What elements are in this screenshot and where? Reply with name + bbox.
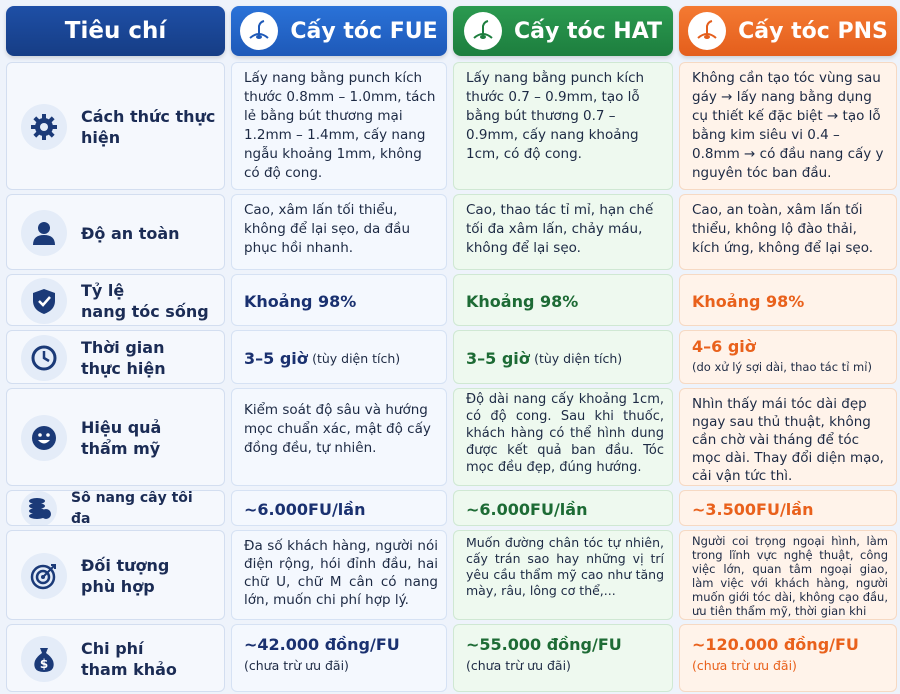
fue-cost-note: (chưa trừ ưu đãi) [244,658,349,673]
header-pns-label: Cấy tóc PNS [738,18,888,44]
hat-duration-value: 3–5 giờ [466,348,530,368]
money-bag-icon [21,636,67,682]
fue-duration [231,330,447,384]
pns-method: Không cần tạo tóc vùng sau gáy → lấy nang bằng dụng cụ thiết kế đặc biệt → tạo lỗ bằng kim siêu vi 0.4 – 0.8mm → có đầu nang cấy y nguyên tóc ban đầu. [679,62,897,190]
criteria-label: Số nang cấy tối đa [71,490,193,526]
hat-survival-value: Khoảng 98% [466,291,579,311]
pns-duration-value: 4–6 giờ [692,337,756,356]
criteria-aesthetic [6,388,225,486]
pns-safety: Cao, an toàn, xâm lấn tối thiểu, không lộ đào thải, kích ứng, không để lại sẹo. [679,194,897,270]
criteria-label-line2: nang tóc sống [81,302,209,321]
fue-max-grafts-value: ~6.000FU/lần [244,499,366,519]
fue-duration-value: 3–5 giờ [244,348,308,368]
header-fue [231,6,447,56]
pns-max-grafts [679,490,897,526]
criteria-label-line1: Thời gian [81,338,165,357]
pns-duration-note: (do xử lý sợi dài, thao tác tỉ mỉ) [692,360,872,374]
criteria-label: Độ an toàn [81,223,180,243]
criteria-label-line1: Hiệu quả [81,418,162,437]
fue-max-grafts [231,490,447,526]
hat-cost-note: (chưa trừ ưu đãi) [466,658,571,673]
criteria-duration [6,330,225,384]
header-criteria [6,6,225,56]
criteria-label [81,555,169,597]
hat-max-grafts-value: ~6.000FU/lần [466,499,588,519]
coins-icon [21,491,57,526]
criteria-label-line2: tham khảo [81,660,177,679]
criteria-method [6,62,225,190]
hat-survival-rate [453,274,673,326]
fue-survival-rate [231,274,447,326]
pns-survival-rate [679,274,897,326]
gear-icon [21,104,67,150]
criteria-safety [6,194,225,270]
criteria-label-line1: Đối tượng [81,556,170,575]
fue-aesthetic: Kiểm soát độ sâu và hướng mọc chuẩn xác, mật độ cấy đồng đều, tự nhiên. [231,388,447,486]
header-pns [679,6,897,56]
criteria-label [81,638,177,680]
pns-max-grafts-value: ~3.500FU/lần [692,499,814,519]
header-hat-label: Cấy tóc HAT [513,18,663,44]
criteria-label: Cách thức thực hiện [81,107,216,147]
target-icon [21,553,67,599]
shield-check-icon [21,278,67,324]
criteria-target-audience [6,530,225,620]
hat-cost-value: ~55.000 đồng/FU [466,635,622,654]
criteria-survival-rate [6,274,225,326]
hat-aesthetic: Độ dài nang cấy khoảng 1cm, có độ cong. Sau khi thuốc, khách hàng có thể hình dung được kết quả ban đầu. Tóc mọc đều đẹp, đúng hướng. [453,388,673,486]
criteria-max-grafts [6,490,225,526]
fue-cost [231,624,447,692]
pns-duration [679,330,897,384]
pns-cost [679,624,897,692]
fue-duration-note: (tùy diện tích) [312,350,401,366]
hat-duration [453,330,673,384]
fue-cost-value: ~42.000 đồng/FU [244,635,400,654]
criteria-label-line1: Chi phí [81,639,144,658]
hair-follicle-icon [240,12,278,50]
pns-cost-value: ~120.000 đồng/FU [692,635,859,654]
user-icon [21,210,67,256]
svg-text:$: $ [39,657,49,671]
hair-follicle-icon [688,12,726,50]
fue-method: Lấy nang bằng punch kích thước 0.8mm – 1.0mm, tách lẻ bằng bút thương mại 1.2mm – 1.4mm, cấy nang ngẫu khoảng 1mm, không có độ cong. [231,62,447,190]
fue-target-audience: Đa số khách hàng, người nói điện rộng, hói đỉnh đầu, hai chữ U, chữ M cân có nang lớn, muốn chi phí hợp lý. [231,530,447,620]
pns-cost-note: (chưa trừ ưu đãi) [692,658,797,673]
hat-target-audience: Muốn đường chân tóc tự nhiên, cấy trán sao hay những vị trí yêu cầu thẩm mỹ cao như tăng mày, râu, lông cơ thể,... [453,530,673,620]
hat-cost [453,624,673,692]
criteria-label [81,337,166,379]
header-fue-label: Cấy tóc FUE [290,18,438,44]
pns-target-audience: Người coi trọng ngoại hình, làm trong lĩnh vực nghệ thuật, công việc lớn, quan tâm ngoại giao, làm việc với khách hàng, người muốn giới tóc dài, không cạo đầu, ưu tiên thẩm mỹ, thời gian khi [679,530,897,620]
criteria-label [81,417,161,459]
hair-follicle-icon [464,12,502,50]
criteria-label [81,280,209,322]
fue-survival-value: Khoảng 98% [244,291,357,311]
hat-method: Lấy nang bằng punch kích thước 0.7 – 0.9mm, tạo lỗ bằng bút thương 0.7 – 0.9mm, cấy nang khoảng 1cm, có độ cong. [453,62,673,190]
criteria-label-line1: Tỷ lệ [81,281,125,300]
criteria-label-line2: phù hợp [81,577,155,596]
header-criteria-label: Tiêu chí [64,18,167,44]
criteria-cost [6,624,225,692]
hat-safety: Cao, thao tác tỉ mỉ, hạn chế tối đa xâm lấn, chảy máu, không để lại sẹo. [453,194,673,270]
smile-icon [21,415,67,461]
hat-duration-note: (tùy diện tích) [534,350,623,366]
criteria-label-line2: thẩm mỹ [81,439,161,458]
header-hat [453,6,673,56]
criteria-label-line2: thực hiện [81,359,166,378]
pns-aesthetic: Nhìn thấy mái tóc dài đẹp ngay sau thủ thuật, không cần chờ vài tháng để tóc mọc dài. Thay đổi diện mạo, cải vận tức thì. [679,388,897,486]
clock-icon [21,335,67,381]
fue-safety: Cao, xâm lấn tối thiểu, không để lại sẹo, da đầu phục hồi nhanh. [231,194,447,270]
hat-max-grafts [453,490,673,526]
pns-survival-value: Khoảng 98% [692,291,805,311]
